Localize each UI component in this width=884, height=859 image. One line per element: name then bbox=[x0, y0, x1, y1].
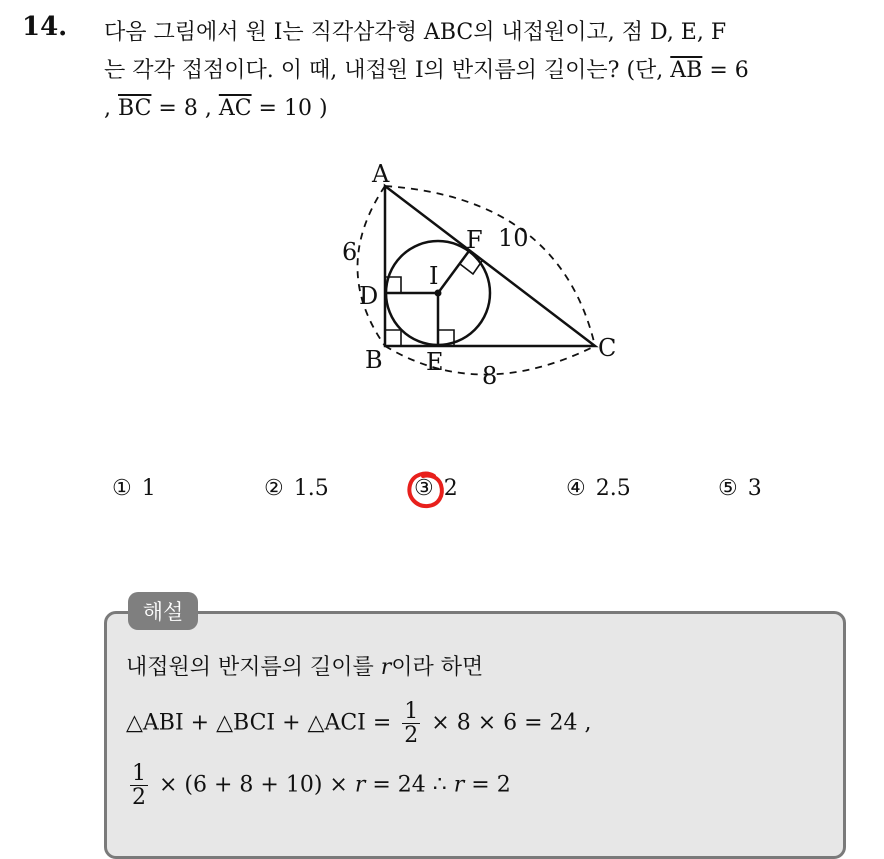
question-text bbox=[104, 14, 864, 128]
sol1-tail: 이라 하면 bbox=[391, 655, 484, 680]
sol2-tail: × 8 × 6 = 24 , bbox=[424, 710, 592, 736]
fraction-half-2 bbox=[130, 762, 148, 809]
fraction-numerator: 1 bbox=[404, 699, 419, 724]
choice-1-value: 1 bbox=[141, 476, 156, 501]
label-c: C bbox=[598, 334, 617, 362]
fraction-numerator-2: 1 bbox=[132, 761, 146, 786]
sol3-var-r2: r bbox=[453, 772, 465, 798]
question-line-2 bbox=[104, 52, 864, 90]
choice-2-marker: ② bbox=[264, 476, 284, 501]
label-f: F bbox=[466, 226, 483, 254]
sol3-tail: = 2 bbox=[464, 772, 511, 798]
sol2-text: △ABI + △BCI + △ACI = bbox=[126, 710, 399, 736]
choice-4-value: 2.5 bbox=[595, 476, 631, 501]
radius-if bbox=[438, 251, 469, 293]
length-bc: 8 bbox=[482, 362, 498, 388]
right-angle-b bbox=[385, 330, 401, 346]
right-angle-f bbox=[460, 261, 482, 274]
sol3-var-r: r bbox=[354, 772, 366, 798]
label-d: D bbox=[359, 282, 379, 310]
dashed-arc-ab bbox=[358, 186, 386, 346]
label-i: I bbox=[429, 262, 439, 290]
choice-3-value: 2 bbox=[443, 476, 458, 501]
choice-5-marker: ⑤ bbox=[718, 476, 738, 501]
choice-5-value: 3 bbox=[747, 476, 762, 501]
sol3-mid: = 24 ∴ bbox=[365, 772, 454, 798]
question-line-3 bbox=[104, 90, 864, 128]
segment-bc-value: = 8 , bbox=[151, 96, 219, 121]
length-ab: 6 bbox=[342, 238, 358, 266]
segment-ab: $\overline{AB}$ bbox=[670, 58, 703, 83]
solution-tag: 해설 bbox=[128, 592, 198, 630]
fraction-denominator: 2 bbox=[404, 723, 419, 749]
line3-lead: , bbox=[104, 96, 118, 121]
length-ac: 10 bbox=[498, 224, 529, 252]
choice-1-marker: ① bbox=[112, 476, 132, 501]
label-e: E bbox=[426, 348, 444, 376]
segment-ab-value: = 6 bbox=[702, 58, 749, 83]
answer-circle-mark bbox=[404, 468, 448, 512]
question-number: 14. bbox=[22, 12, 68, 42]
choice-4-marker: ④ bbox=[566, 476, 586, 501]
label-a: A bbox=[372, 160, 390, 188]
segment-bc: $\overline{BC}$ bbox=[118, 96, 152, 121]
choice-2-value: 1.5 bbox=[293, 476, 329, 501]
label-b: B bbox=[365, 346, 383, 374]
choice-3-marker: ③ bbox=[414, 476, 434, 501]
segment-ac: $\overline{AC}$ bbox=[218, 96, 252, 121]
question-line-1: 다음 그림에서 원 I는 직각삼각형 ABC의 내접원이고, 점 D, E, F bbox=[104, 20, 727, 45]
solution-line-3 bbox=[126, 762, 511, 809]
solution-line-2 bbox=[126, 700, 592, 747]
question-line-2-text: 는 각각 접점이다. 이 때, 내접원 I의 반지름의 길이는? (단, bbox=[104, 58, 671, 83]
choice-1[interactable] bbox=[112, 476, 156, 501]
sol3-text: × (6 + 8 + 10) × bbox=[152, 772, 355, 798]
fraction-half bbox=[402, 700, 420, 747]
triangle-figure bbox=[330, 158, 630, 388]
fraction-denominator-2: 2 bbox=[132, 785, 146, 811]
sol1-text: 내접원의 반지름의 길이를 bbox=[126, 655, 381, 680]
choice-5[interactable] bbox=[718, 476, 762, 501]
segment-ac-value: = 10 ) bbox=[251, 96, 328, 121]
sol1-var-r: r bbox=[380, 655, 392, 680]
choice-4[interactable] bbox=[566, 476, 631, 501]
choice-2[interactable] bbox=[264, 476, 329, 501]
solution-line-1 bbox=[126, 650, 483, 681]
